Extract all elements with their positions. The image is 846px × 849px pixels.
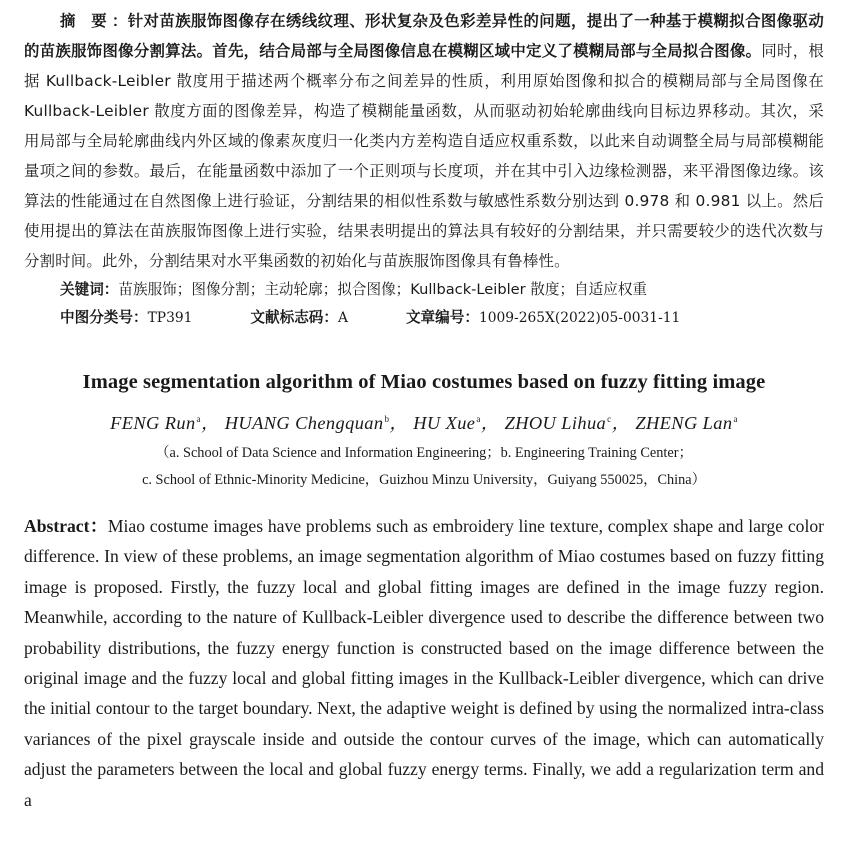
chinese-metadata <box>24 304 824 332</box>
article-number: 文章编号：1009-265X(2022)05-0031-11 <box>405 309 681 326</box>
author-name: ZHOU Lihua <box>504 413 607 433</box>
author-affiliation-mark: c <box>607 414 612 424</box>
author-name: ZHENG Lan <box>635 413 733 433</box>
clc-number: 中图分类号：TP391 <box>60 309 193 326</box>
english-title: Image segmentation algorithm of Miao costumes based on fuzzy fitting image <box>82 371 766 393</box>
chinese-abstract-bold-sentence-2: 首先，结合局部与全局图像信息在模糊区域中定义了模糊局部与全局拟合图像。 <box>212 42 762 60</box>
chinese-abstract-label: 摘 要 <box>60 12 112 30</box>
author-affiliation-mark: a <box>733 414 738 424</box>
english-abstract-label: Abstract： <box>24 516 108 536</box>
english-abstract <box>24 511 824 815</box>
chinese-keywords <box>24 276 824 304</box>
author-name: FENG Run <box>110 413 196 433</box>
chinese-abstract: 摘 要：针对苗族服饰图像存在绣线纹理、形状复杂及色彩差异性的问题，提出了一种基于模糊拟合图像驱动的苗族服饰图像分割算法。首先，结合局部与全局图像信息在模糊区域中定义了模糊局部与全局拟合图像。同时，根据 Kullback-Leibler 散度用于描述两个概率分布之间差异的性质，利用原始图像和拟合的模糊局部与全局图像在 Kullback-Leibler 散度方面的图像差异，构造了模糊能量函数，从而驱动初始轮廓曲线向目标边界移动。其次，采用局部与全局轮廓曲线内外区域的像素灰度归一化类内方差构造自适应权重系数，以此来自动调整全局与局部模糊能量项之间的参数。最后，在能量函数中添加了一个正则项与长度项，并在其中引入边缘检测器，来平滑图像边缘。该算法的性能通过在自然图像上进行验证，分割结果的相似性系数与敏感性系数分别达到 0.978 和 0.981 以上。然后使用提出的算法在苗族服饰图像上进行实验，结果表明提出的算法具有较好的分割结果，并只需要较少的迭代次数与分割时间。此外，分割结果对水平集函数的初始化与苗族服饰图像具有鲁棒性。 <box>24 12 824 270</box>
affiliation-line-1: （a. School of Data Science and Information Engineering；b. Engineering Training Center； <box>155 445 693 461</box>
author-name: HU Xue <box>413 413 476 433</box>
author-list: FENG Run$^a$， HUANG Chengquan$^b$， HU Xue$^a$， ZHOU Lihua$^c$， ZHENG Lan$^a$ <box>110 413 738 433</box>
author-affiliation-mark: a <box>476 414 481 424</box>
document-code: 文献标志码：A <box>250 309 348 326</box>
chinese-keywords-text: 苗族服饰；图像分割；主动轮廓；拟合图像；Kullback-Leibler 散度；自适应权重 <box>118 281 648 298</box>
affiliation-line-2: c. School of Ethnic-Minority Medicine，Guizhou Minzu University，Guiyang 550025，China） <box>142 472 706 488</box>
chinese-keywords-label: 关键词： <box>60 281 119 298</box>
chinese-abstract-body: 同时，根据 Kullback-Leibler 散度用于描述两个概率分布之间差异的性质，利用原始图像和拟合的模糊局部与全局图像在 Kullback-Leibler 散度方面的图像差异，构造了模糊能量函数，从而驱动初始轮廓曲线向目标边界移动。其次，采用局部与全局轮廓曲线内外区域的像素灰度归一化类内方差构造自适应权重系数，以此来自动调整全局与局部模糊能量项之间的参数。最后，在能量函数中添加了一个正则项与长度项，并在其中引入边缘检测器，来平滑图像边缘。该算法的性能通过在自然图像上进行验证，分割结果的相似性系数与敏感性系数分别达到 0.978 和 0.981 以上。然后使用提出的算法在苗族服饰图像上进行实验，结果表明提出的算法具有较好的分割结果，并只需要较少的迭代次数与分割时间。此外，分割结果对水平集函数的初始化与苗族服饰图像具有鲁棒性。 <box>24 42 824 270</box>
author-affiliation-mark: a <box>196 414 201 424</box>
paper-page <box>24 6 824 810</box>
english-abstract-text: Miao costume images have problems such as embroidery line texture, complex shape and large color difference. In view of these problems, an image segmentation algorithm of Miao costumes based on fuzzy fitting image is proposed. Firstly, the fuzzy local and global fitting images are defined in the image fuzzy region. Meanwhile, according to the nature of Kullback-Leibler divergence used to describe the difference between two probability distributions, the fuzzy energy function is constructed based on the image difference between the original image and the fuzzy local and global fitting images in the Kullback-Leibler divergence, which can drive the initial contour to the target boundary. Next, the adaptive weight is defined by using the normalized intra-class variances of the pixel grayscale inside and outside the contour curves of the image, which can automatically adjust the parameters between the local and global fuzzy energy terms. Finally, we add a regularization term and a <box>24 516 824 810</box>
author-affiliation-mark: b <box>384 414 390 424</box>
chinese-abstract-bold-sentence: 针对苗族服饰图像存在绣线纹理、形状复杂及色彩差异性的问题，提出了一种基于模糊拟合图像驱动的苗族服饰图像分割算法。 <box>24 12 824 60</box>
author-name: HUANG Chengquan <box>224 413 384 433</box>
